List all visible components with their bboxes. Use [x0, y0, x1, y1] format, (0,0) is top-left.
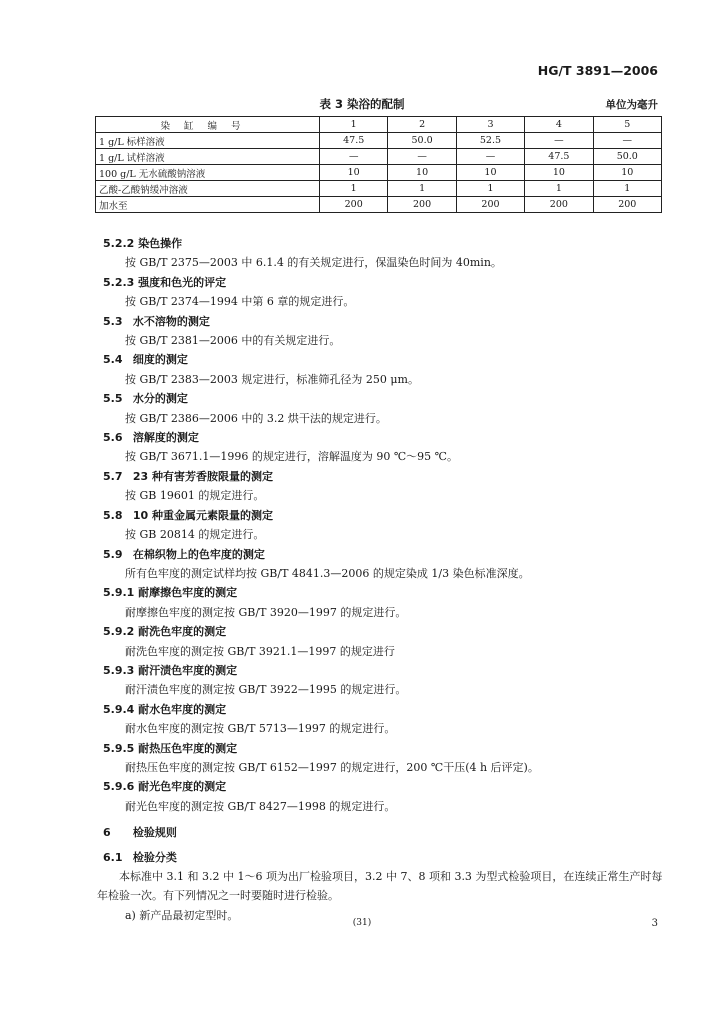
section-heading [103, 312, 663, 331]
chapter-number: 6 [103, 826, 111, 840]
column-header: 2 [388, 117, 456, 133]
section-number: 5.9.2 [103, 625, 135, 639]
table-cell: 10 [320, 165, 388, 181]
page-number-right: 3 [651, 918, 658, 929]
section-number: 5.9.3 [103, 663, 135, 677]
section-title: 细度的测定 [132, 353, 188, 367]
table-cell: — [456, 149, 524, 165]
table-header-label: 染缸编号 [96, 117, 320, 133]
section-paragraph: 按 GB/T 2381—2006 中的有关规定进行。 [125, 334, 341, 348]
row-label: 加水至 [96, 197, 320, 213]
section-title: 耐汗渍色牢度的测定 [138, 663, 238, 677]
section-heading [103, 739, 663, 758]
chapter-title: 检验规则 [132, 826, 177, 840]
section-heading [103, 234, 663, 253]
table-cell: 50.0 [388, 133, 456, 149]
section-heading [103, 700, 663, 719]
table-cell: — [388, 149, 456, 165]
table-cell: 200 [456, 197, 524, 213]
table-cell: 200 [320, 197, 388, 213]
section-paragraph: 耐光色牢度的测定按 GB/T 8427—1998 的规定进行。 [125, 799, 396, 813]
section-heading [103, 622, 663, 641]
section-paragraph: 耐热压色牢度的测定按 GB/T 6152—1997 的规定进行，200 ℃干压(4 h 后评定)。 [125, 760, 539, 774]
section-paragraph: 本标准中 3.1 和 3.2 中 1～6 项为出厂检验项目，3.2 中 7、8 项和 3.3 为型式检验项目，在连续正常生产时每年检验一次。有下列情况之一时要随时进行检验。 [97, 870, 663, 903]
section-title: 在棉织物上的色牢度的测定 [132, 547, 265, 561]
table-cell: 10 [593, 165, 661, 181]
section-paragraph: 按 GB/T 2386—2006 中的 3.2 烘干法的规定进行。 [125, 411, 387, 425]
table-cell: 10 [456, 165, 524, 181]
section-paragraph: 按 GB 20814 的规定进行。 [125, 528, 265, 542]
section-heading [103, 777, 663, 796]
section-number: 5.4 [103, 353, 123, 367]
table-cell: 47.5 [525, 149, 593, 165]
column-header: 1 [320, 117, 388, 133]
column-header: 3 [456, 117, 524, 133]
section-title: 耐水色牢度的测定 [138, 702, 227, 716]
table-cell: 1 [456, 181, 524, 197]
table-cell: 47.5 [320, 133, 388, 149]
table-cell: 200 [388, 197, 456, 213]
table-cell: 1 [525, 181, 593, 197]
section-heading [103, 506, 663, 525]
section-paragraph: 按 GB/T 2383—2003 规定进行，标准筛孔径为 250 μm。 [125, 372, 419, 386]
section-paragraph: 耐洗色牢度的测定按 GB/T 3921.1—1997 的规定进行 [125, 644, 395, 658]
section-title: 耐热压色牢度的测定 [138, 741, 238, 755]
row-label: 100 g/L 无水硫酸钠溶液 [96, 165, 320, 181]
table-cell: 52.5 [456, 133, 524, 149]
section-title: 耐摩擦色牢度的测定 [138, 586, 238, 600]
section-title: 染色操作 [138, 237, 183, 250]
table-row [96, 133, 662, 149]
section-paragraph: 按 GB/T 2374—1994 中第 6 章的规定进行。 [125, 295, 355, 309]
section-title: 水不溶物的测定 [132, 314, 210, 328]
section-paragraph: 耐汗渍色牢度的测定按 GB/T 3922—1995 的规定进行。 [125, 683, 407, 697]
section-heading [103, 583, 663, 602]
row-label: 1 g/L 标样溶液 [96, 133, 320, 149]
section-title: 溶解度的测定 [132, 431, 199, 445]
table-cell: 10 [388, 165, 456, 181]
section-paragraph: 所有色牢度的测定试样均按 GB/T 4841.3—2006 的规定染成 1/3 染色标准深度。 [125, 566, 530, 580]
table-row [96, 181, 662, 197]
section-title: 检验分类 [132, 850, 177, 864]
section-number: 6.1 [103, 850, 123, 864]
section-title: 水分的测定 [132, 392, 188, 406]
section-number: 5.9 [103, 547, 123, 561]
table-cell: 200 [525, 197, 593, 213]
table-cell: — [320, 149, 388, 165]
list-item: a) 新产品最初定型时。 [125, 908, 239, 922]
section-title: 23 种有害芳香胺限量的测定 [132, 469, 273, 483]
table-cell: 10 [525, 165, 593, 181]
column-header: 4 [525, 117, 593, 133]
section-paragraph: 按 GB/T 3671.1—1996 的规定进行，溶解温度为 90 ℃～95 ℃。 [125, 450, 458, 464]
section-title: 强度和色光的评定 [138, 275, 227, 289]
table-cell: — [593, 133, 661, 149]
section-number: 5.3 [103, 314, 123, 328]
body-text [97, 234, 663, 925]
section-number: 5.9.1 [103, 586, 135, 600]
section-number: 5.8 [103, 508, 123, 522]
table-unit: 单位为毫升 [605, 99, 658, 111]
section-number: 5.9.4 [103, 702, 135, 716]
section-number: 5.6 [103, 431, 123, 445]
section-heading [103, 661, 663, 680]
section-heading [103, 467, 663, 486]
section-heading [103, 350, 663, 369]
section-heading [103, 389, 663, 408]
table-cell: 1 [320, 181, 388, 197]
section-number: 5.2.2 [103, 237, 135, 250]
section-heading [103, 545, 663, 564]
section-heading [103, 848, 663, 867]
table-cell: 200 [593, 197, 661, 213]
section-number: 5.5 [103, 392, 123, 406]
section-heading [103, 273, 663, 292]
table-row [96, 197, 662, 213]
section-paragraph: 按 GB 19601 的规定进行。 [125, 489, 265, 503]
table-cell: 1 [388, 181, 456, 197]
table-cell: 50.0 [593, 149, 661, 165]
dye-bath-table [95, 116, 662, 213]
table-row [96, 149, 662, 165]
standard-code: HG/T 3891—2006 [537, 63, 658, 78]
section-title: 耐光色牢度的测定 [138, 780, 227, 794]
table-cell: — [525, 133, 593, 149]
table-row [96, 165, 662, 181]
column-header: 5 [593, 117, 661, 133]
section-number: 5.7 [103, 469, 123, 483]
section-heading [103, 428, 663, 447]
row-label: 1 g/L 试样溶液 [96, 149, 320, 165]
table-header-row [96, 117, 662, 133]
section-number: 5.9.5 [103, 741, 135, 755]
section-title: 耐洗色牢度的测定 [138, 625, 227, 639]
section-paragraph: 按 GB/T 2375—2003 中 6.1.4 的有关规定进行，保温染色时间为 40min。 [125, 256, 502, 270]
chapter-heading [103, 823, 663, 842]
row-label: 乙酸-乙酸钠缓冲溶液 [96, 181, 320, 197]
section-number: 5.2.3 [103, 275, 135, 289]
section-number: 5.9.6 [103, 780, 135, 794]
section-paragraph: 耐水色牢度的测定按 GB/T 5713—1997 的规定进行。 [125, 722, 396, 736]
page-number-center: (31) [352, 918, 372, 928]
section-paragraph: 耐摩擦色牢度的测定按 GB/T 3920—1997 的规定进行。 [125, 605, 407, 619]
table-cell: 1 [593, 181, 661, 197]
section-title: 10 种重金属元素限量的测定 [132, 508, 273, 522]
table-title: 表 3 染浴的配制 [319, 97, 405, 111]
